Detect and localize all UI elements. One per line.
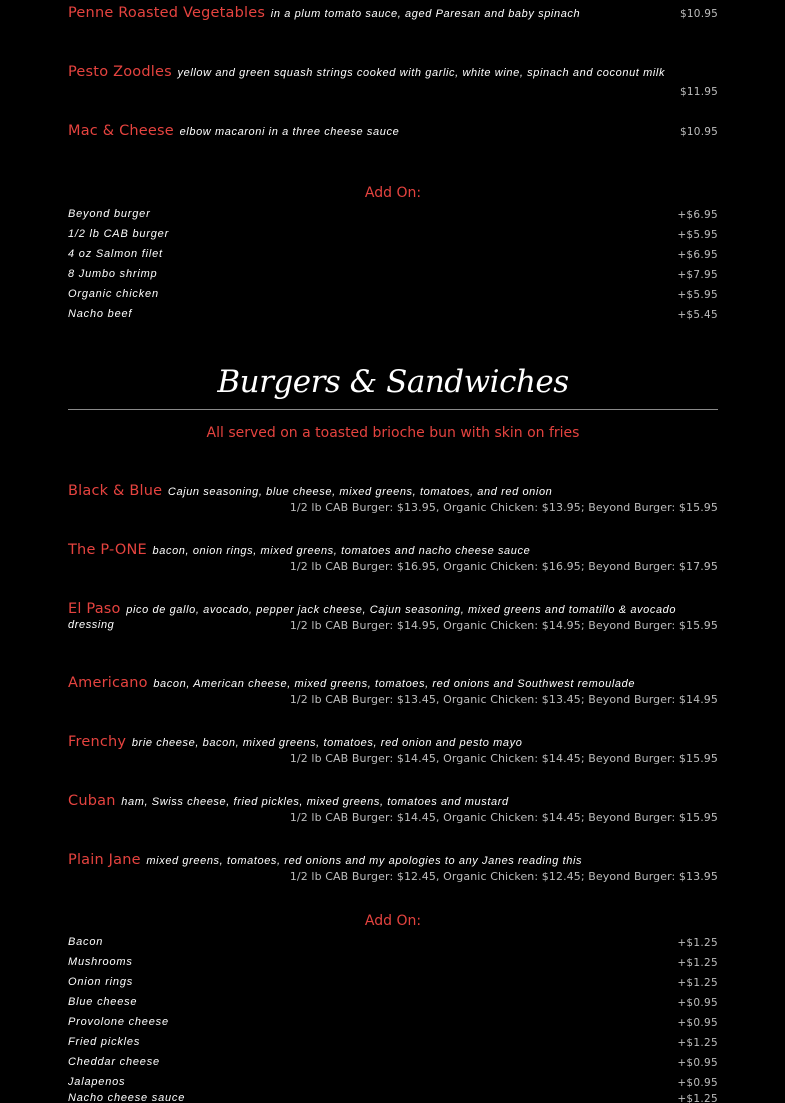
menu-item (68, 853, 718, 885)
addon-name: 8 Jumbo shrimp (68, 268, 158, 280)
addon-row (68, 1056, 718, 1076)
item-name: Black & Blue (68, 483, 163, 499)
item-description: brie cheese, bacon, mixed greens, tomatoes, red onion and pesto mayo (131, 737, 523, 749)
addon-name: Blue cheese (68, 996, 138, 1008)
menu-item (68, 735, 718, 767)
item-description: ham, Swiss cheese, fried pickles, mixed greens, tomatoes and mustard (121, 796, 509, 808)
item-price: $11.95 (680, 86, 718, 98)
addon-row (68, 956, 718, 976)
item-name: Frenchy (68, 734, 127, 750)
addon-price: +$0.95 (677, 997, 718, 1009)
addon-price: +$5.95 (677, 289, 718, 301)
menu-item (68, 484, 718, 516)
menu-item (68, 64, 718, 98)
addon-name: Organic chicken (68, 288, 159, 300)
addon-row (68, 1092, 718, 1103)
item-name: El Paso (68, 601, 121, 617)
addon-name: Nacho cheese sauce (68, 1092, 186, 1103)
addon-name: Onion rings (68, 976, 134, 988)
addon-name: 1/2 lb CAB burger (68, 228, 170, 240)
addon-price: +$1.25 (677, 977, 718, 989)
addon-title: Add On: (364, 913, 422, 929)
addon-price: +$5.45 (677, 309, 718, 321)
section-divider (68, 409, 718, 410)
addon-name: Fried pickles (68, 1036, 141, 1048)
menu-item (68, 6, 718, 22)
item-description: yellow and green squash strings cooked with garlic, white wine, spinach and coconut milk (177, 67, 666, 79)
item-prices: 1/2 lb CAB Burger: $16.95, Organic Chicken: $16.95; Beyond Burger: $17.95 (289, 560, 718, 573)
addon-price: +$1.25 (677, 937, 718, 949)
addon-price: +$7.95 (677, 269, 718, 281)
item-prices: 1/2 lb CAB Burger: $13.95, Organic Chicken: $13.95; Beyond Burger: $15.95 (289, 501, 718, 514)
addon-name: Beyond burger (68, 208, 151, 220)
item-prices: 1/2 lb CAB Burger: $12.45, Organic Chicken: $12.45; Beyond Burger: $13.95 (289, 870, 718, 883)
item-price: $10.95 (680, 8, 718, 20)
addon-price: +$6.95 (677, 209, 718, 221)
item-description: pico de gallo, avocado, pepper jack cheese, Cajun seasoning, mixed greens and tomatillo & avocado dressing (68, 604, 677, 631)
addon-row (68, 228, 718, 248)
item-name: Americano (68, 675, 148, 691)
section-subtitle: All served on a toasted brioche bun with skin on fries (206, 425, 580, 441)
addon-price: +$1.25 (677, 1037, 718, 1049)
addon-row (68, 208, 718, 228)
addon-name: Mushrooms (68, 956, 133, 968)
item-name: Plain Jane (68, 852, 141, 868)
menu-item (68, 602, 718, 634)
addon-name: Jalapenos (68, 1076, 126, 1088)
item-description: in a plum tomato sauce, aged Paresan and baby spinach (270, 8, 581, 20)
item-name: Cuban (68, 793, 116, 809)
addon-name: 4 oz Salmon filet (68, 248, 163, 260)
item-prices: 1/2 lb CAB Burger: $14.45, Organic Chicken: $14.45; Beyond Burger: $15.95 (289, 752, 718, 765)
item-name: Penne Roasted Vegetables (68, 5, 266, 21)
addon-row (68, 1036, 718, 1056)
item-name: Pesto Zoodles (68, 64, 172, 80)
addon-row (68, 248, 718, 268)
addon-price: +$1.25 (677, 1093, 718, 1103)
addon-price: +$0.95 (677, 1077, 718, 1089)
addon-row (68, 268, 718, 288)
menu-item (68, 124, 718, 140)
addon-price: +$5.95 (677, 229, 718, 241)
addon-row (68, 308, 718, 328)
addon-price: +$0.95 (677, 1017, 718, 1029)
addon-price: +$1.25 (677, 957, 718, 969)
item-description: bacon, onion rings, mixed greens, tomatoes and nacho cheese sauce (152, 545, 531, 557)
addon-name: Provolone cheese (68, 1016, 169, 1028)
addon-name: Nacho beef (68, 308, 133, 320)
item-description: bacon, American cheese, mixed greens, tomatoes, red onions and Southwest remoulade (153, 678, 636, 690)
addon-row (68, 1016, 718, 1036)
addon-row (68, 288, 718, 308)
item-description: elbow macaroni in a three cheese sauce (179, 126, 400, 138)
item-prices: 1/2 lb CAB Burger: $14.45, Organic Chicken: $14.45; Beyond Burger: $15.95 (289, 811, 718, 824)
addon-price: +$6.95 (677, 249, 718, 261)
addon-price: +$0.95 (677, 1057, 718, 1069)
menu-item (68, 794, 718, 826)
addon-name: Bacon (68, 936, 104, 948)
addon-name: Cheddar cheese (68, 1056, 160, 1068)
item-prices: 1/2 lb CAB Burger: $14.95, Organic Chicken: $14.95; Beyond Burger: $15.95 (289, 619, 718, 632)
item-description: mixed greens, tomatoes, red onions and my apologies to any Janes reading this (146, 855, 583, 867)
item-description: Cajun seasoning, blue cheese, mixed greens, tomatoes, and red onion (167, 486, 553, 498)
addon-title: Add On: (364, 185, 422, 201)
addon-row (68, 936, 718, 956)
menu-item (68, 543, 718, 575)
addon-row (68, 996, 718, 1016)
item-name: The P-ONE (68, 542, 147, 558)
item-price: $10.95 (680, 126, 718, 138)
menu-item (68, 676, 718, 708)
addon-row (68, 976, 718, 996)
item-name: Mac & Cheese (68, 123, 174, 139)
section-title: Burgers & Sandwiches (217, 364, 569, 400)
item-prices: 1/2 lb CAB Burger: $13.45, Organic Chicken: $13.45; Beyond Burger: $14.95 (289, 693, 718, 706)
